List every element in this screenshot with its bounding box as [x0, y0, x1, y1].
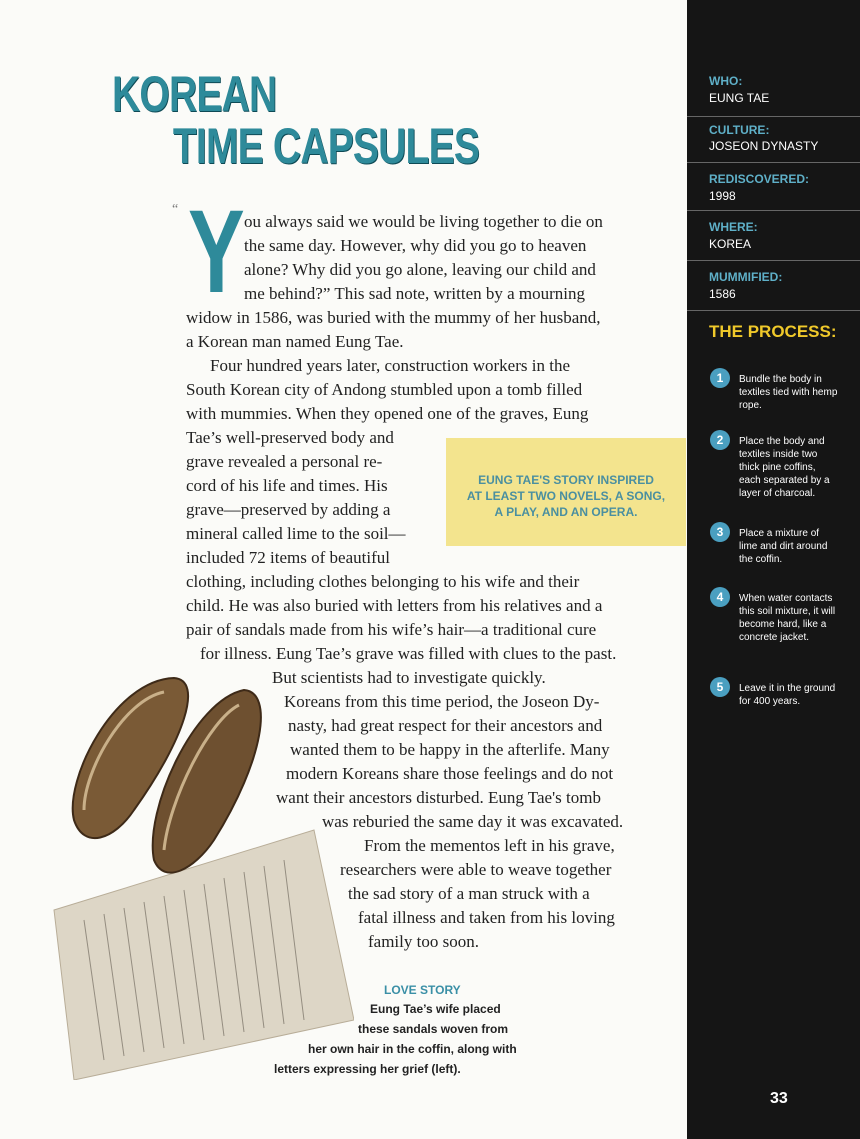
fact-value: 1586	[709, 287, 736, 301]
article-line: a Korean man named Eung Tae.	[186, 332, 404, 351]
fact-label: REDISCOVERED:	[709, 172, 810, 186]
article-line: child. He was also buried with letters from his relatives and a	[186, 596, 603, 615]
article-line: Koreans from this time period, the Joseon Dy-	[284, 692, 600, 711]
article-line: pair of sandals made from his wife’s hair—a traditional cure	[186, 620, 597, 639]
article-line: cord of his life and times. His	[186, 476, 388, 495]
title-line-2: TIME CAPSULES	[172, 118, 480, 174]
article-line: was reburied the same day it was excavated.	[322, 812, 624, 831]
article-line: wanted them to be happy in the afterlife. Many	[290, 740, 610, 759]
step-text: Place the body and textiles inside two thick pine coffins, each separated by a layer of charcoal.	[739, 436, 830, 499]
callout-line: AT LEAST TWO NOVELS, A SONG,	[466, 489, 666, 503]
caption-line: Eung Tae’s wife placed	[370, 1002, 501, 1016]
caption-title: LOVE STORY	[384, 983, 461, 997]
article-line: modern Koreans share those feelings and do not	[286, 764, 614, 783]
step-text: Bundle the body in textiles tied with hemp rope.	[739, 374, 838, 411]
process-heading: THE PROCESS:	[709, 322, 837, 341]
article-line: want their ancestors disturbed. Eung Tae's tomb	[276, 788, 601, 807]
step-text: Place a mixture of lime and dirt around the coffin.	[739, 528, 828, 565]
article-line: the same day. However, why did you go to heaven	[244, 236, 587, 255]
fact-label: WHO:	[709, 74, 743, 88]
caption-line: letters expressing her grief (left).	[274, 1062, 461, 1076]
article-line: researchers were able to weave together	[340, 860, 612, 879]
article-line: me behind?” This sad note, written by a mourning	[244, 284, 586, 303]
article-line: grave—preserved by adding a	[186, 500, 391, 519]
step-text: Leave it in the ground for 400 years.	[739, 683, 836, 707]
fact-culture	[687, 116, 860, 163]
article-line: From the mementos left in his grave,	[364, 836, 615, 855]
fact-value: JOSEON DYNASTY	[709, 139, 819, 153]
fact-value: EUNG TAE	[709, 91, 770, 105]
fact-label: CULTURE:	[709, 123, 770, 137]
fact-rediscovered	[687, 162, 860, 211]
article-line: fatal illness and taken from his loving	[358, 908, 615, 927]
step-number: 1	[710, 368, 730, 388]
drop-cap: Y	[188, 186, 245, 318]
article-line: for illness. Eung Tae’s grave was filled with clues to the past.	[200, 644, 617, 663]
fact-where	[687, 210, 860, 261]
step-number: 4	[710, 587, 730, 607]
fact-value: KOREA	[709, 237, 752, 251]
fact-sidebar	[687, 0, 860, 1139]
article-line: clothing, including clothes belonging to his wife and their	[186, 572, 580, 591]
fact-value: 1998	[709, 189, 736, 203]
step-number: 3	[710, 522, 730, 542]
fact-who	[687, 60, 860, 117]
fact-label: MUMMIFIED:	[709, 270, 783, 284]
article-line: the sad story of a man struck with a	[348, 884, 590, 903]
title-line-1: KOREAN	[112, 66, 277, 122]
page-number: 33	[770, 1090, 788, 1107]
article-line: with mummies. When they opened one of the graves, Eung	[186, 404, 589, 423]
callout-line: A PLAY, AND AN OPERA.	[494, 505, 638, 519]
step-number: 2	[710, 430, 730, 450]
article-line: nasty, had great respect for their ancestors and	[288, 716, 603, 735]
callout	[446, 472, 686, 520]
step-number: 5	[710, 677, 730, 697]
callout-line: EUNG TAE'S STORY INSPIRED	[478, 473, 654, 487]
article-line: mineral called lime to the soil—	[186, 524, 406, 543]
fact-label: WHERE:	[709, 220, 758, 234]
sandals-and-letter-photo	[14, 660, 354, 1080]
article-line: family too soon.	[368, 932, 479, 951]
article-line: Tae’s well-preserved body and	[186, 428, 394, 447]
caption-line: these sandals woven from	[358, 1022, 509, 1036]
article-line: alone? Why did you go alone, leaving our child and	[244, 260, 596, 279]
article-line: ou always said we would be living together to die on	[244, 212, 603, 231]
fact-mummified	[687, 260, 860, 311]
article-line: included 72 items of beautiful	[186, 548, 390, 567]
caption-line: her own hair in the coffin, along with	[308, 1042, 517, 1056]
article-line: widow in 1586, was buried with the mummy of her husband,	[186, 308, 601, 327]
page-title	[112, 68, 479, 172]
article-line: Four hundred years later, construction workers in the	[210, 356, 570, 375]
step-text: When water contacts this soil mixture, it will become hard, like a concrete jacket.	[739, 593, 836, 643]
article-line: But scientists had to investigate quickly.	[272, 668, 546, 687]
opening-quote-mark: “	[172, 202, 179, 217]
article-line: South Korean city of Andong stumbled upon a tomb filled	[186, 380, 583, 399]
article-line: grave revealed a personal re-	[186, 452, 383, 471]
